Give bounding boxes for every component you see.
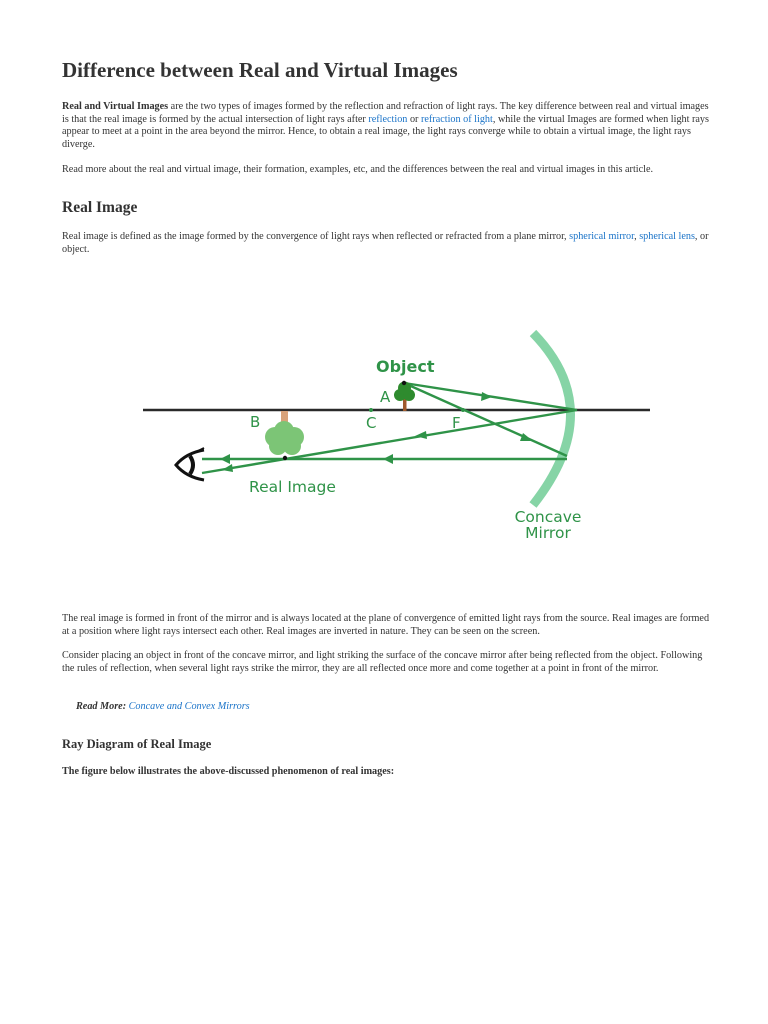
concave-convex-mirrors-link[interactable]: Concave and Convex Mirrors — [128, 701, 250, 712]
definition-text-2: , — [634, 231, 640, 242]
label-a: A — [380, 388, 391, 406]
ray-diagram-heading: Ray Diagram of Real Image — [62, 737, 212, 751]
label-concave: Concave — [514, 508, 582, 526]
intro-paragraph — [62, 101, 710, 151]
read-more-line — [76, 701, 250, 712]
intro-text-2: or — [407, 113, 421, 125]
read-more-intro: Read more about the real and virtual image, their formation, examples, etc, and the differences between the real and virtual images in this article. — [62, 164, 654, 175]
point-c-marker — [369, 408, 373, 412]
real-image-tree — [265, 411, 304, 460]
spherical-lens-link[interactable]: spherical lens — [639, 231, 695, 242]
refraction-of-light-link[interactable]: refraction of light — [421, 113, 493, 125]
arrowhead — [520, 433, 533, 441]
reflection-link[interactable]: reflection — [368, 113, 408, 125]
label-mirror: Mirror — [525, 524, 571, 542]
concave-mirror — [533, 333, 571, 505]
page-title: Difference between Real and Virtual Images — [62, 58, 458, 82]
label-object: Object — [376, 357, 435, 376]
intro-text-3: , while the virtual Images are formed when light rays appear to meet at a point in the area beyond the mirror. Hence, to obtain a real image, the light rays converge while to obtain a virtual image, the light rays diverge. — [62, 113, 709, 150]
point-f-marker — [461, 408, 465, 412]
real-image-heading: Real Image — [62, 199, 138, 216]
real-image-paragraph-1: The real image is formed in front of the mirror and is always located at the plane of convergence of emitted light rays from the source. Real images are formed at a position where light rays intersect each other. Real images are inverted in nature. They can be seen on the screen. — [62, 613, 710, 637]
intro-text-1: are the two types of images formed by the reflection and refraction of light rays. The key difference between real and virtual images is that the real image is formed by the actual intersection of light rays after — [62, 101, 709, 125]
real-image-ray-diagram — [130, 325, 660, 555]
label-b: B — [250, 413, 261, 431]
real-image-paragraph-2: Consider placing an object in front of the concave mirror, and light striking the surface of the concave mirror after being reflected from the object. Following the rules of reflection, when several light rays strike the mirror, they are all reflected once more and come together at a point in front of the mirror. — [62, 650, 703, 674]
eye-icon — [176, 448, 204, 480]
real-image-definition — [62, 231, 710, 256]
intro-lead: Real and Virtual Images — [62, 101, 169, 112]
arrowhead — [481, 392, 492, 401]
spherical-mirror-link[interactable]: spherical mirror — [569, 231, 635, 242]
definition-text-1: Real image is defined as the image formed by the convergence of light rays when reflected or refracted from a plane mirror, — [62, 231, 570, 242]
label-f: F — [452, 414, 461, 432]
arrowhead — [383, 454, 393, 464]
arrowhead — [220, 454, 230, 464]
label-c: C — [366, 414, 377, 432]
label-real-image: Real Image — [249, 478, 336, 496]
arrowhead — [222, 464, 233, 472]
definition-text-3: , or object. — [62, 231, 709, 255]
read-more-label: Read More: — [76, 701, 127, 712]
ray-diagram-caption: The figure below illustrates the above-discussed phenomenon of real images: — [62, 766, 395, 777]
